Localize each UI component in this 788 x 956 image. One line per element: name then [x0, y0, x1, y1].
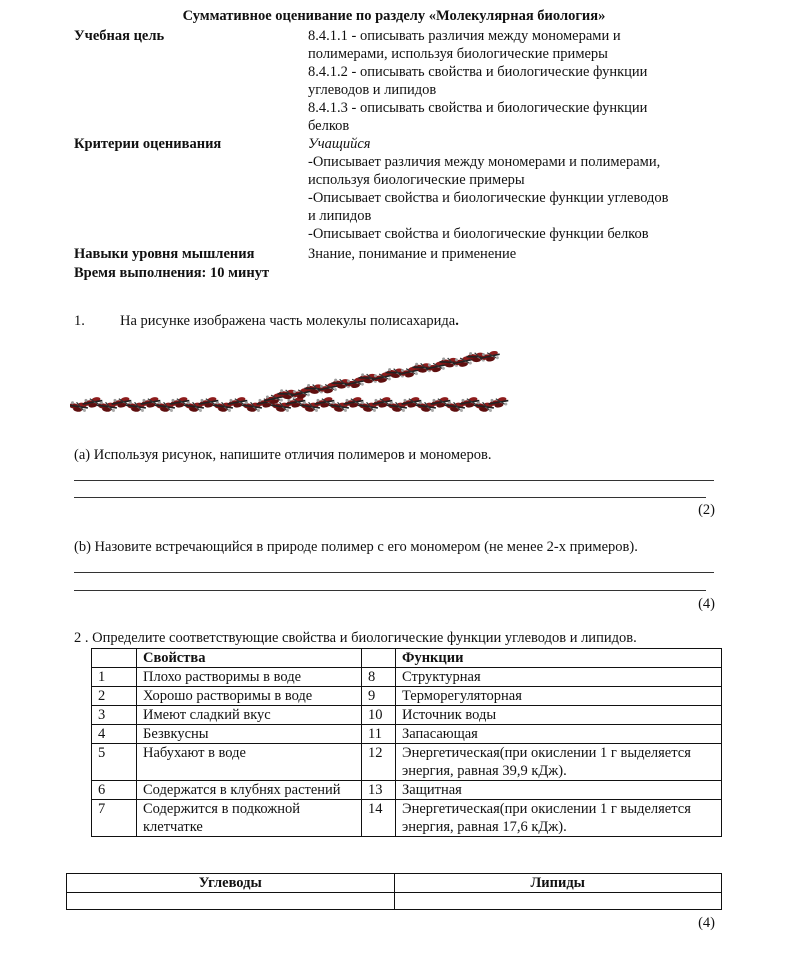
- criteria-line: -Описывает различия между мономерами и полимерами,: [308, 154, 661, 170]
- function-cell: Источник воды: [396, 706, 722, 725]
- property-cell: Содержатся в клубнях растений: [137, 781, 362, 800]
- property-cell: Плохо растворимы в воде: [137, 668, 362, 687]
- table-row: [92, 781, 722, 800]
- answer-line[interactable]: [74, 480, 714, 481]
- row-number: 4: [92, 725, 137, 744]
- function-number: 9: [362, 687, 396, 706]
- row-number: 3: [92, 706, 137, 725]
- score-label: (2): [698, 502, 715, 518]
- skills-value: Знание, понимание и применение: [308, 246, 517, 262]
- score-label: (4): [698, 596, 715, 612]
- properties-functions-table: [91, 648, 722, 837]
- answer-table: [66, 873, 722, 910]
- time-label: Время выполнения: 10 минут: [74, 265, 270, 281]
- property-cell: Безвкусны: [137, 725, 362, 744]
- lipids-answer-cell[interactable]: [394, 893, 722, 910]
- row-number: 2: [92, 687, 137, 706]
- question-1a-text: (а) Используя рисунок, напишите отличия полимеров и мономеров.: [74, 447, 492, 463]
- property-cell: Набухают в воде: [137, 744, 362, 781]
- goal-line: 8.4.1.2 - описывать свойства и биологические функции: [308, 64, 648, 80]
- goal-line: полимерами, используя биологические примеры: [308, 46, 608, 62]
- function-cell: Структурная: [396, 668, 722, 687]
- question-number: 1.: [74, 313, 85, 329]
- header-carbohydrates: Углеводы: [67, 874, 395, 893]
- criteria-label: Критерии оценивания: [74, 136, 222, 152]
- table-row: [92, 668, 722, 687]
- table-header-row: [92, 649, 722, 668]
- function-cell: Запасающая: [396, 725, 722, 744]
- property-cell: Содержится в подкожной клетчатке: [137, 800, 362, 837]
- answer-line[interactable]: [74, 572, 714, 573]
- polysaccharide-chain-image: [70, 348, 510, 420]
- page-title: Суммативное оценивание по разделу «Молекулярная биология»: [182, 8, 606, 24]
- function-number: 12: [362, 744, 396, 781]
- header-properties: Свойства: [137, 649, 362, 668]
- function-cell: Защитная: [396, 781, 722, 800]
- function-number: 8: [362, 668, 396, 687]
- function-cell: Терморегуляторная: [396, 687, 722, 706]
- criteria-values: [308, 135, 728, 243]
- criteria-intro: Учащийся: [308, 136, 371, 152]
- question-2-text: 2 . Определите соответствующие свойства и биологические функции углеводов и липидов.: [74, 630, 637, 646]
- property-cell: Имеют сладкий вкус: [137, 706, 362, 725]
- question-text-period: .: [455, 313, 459, 329]
- answer-line[interactable]: [74, 590, 706, 591]
- answer-row: [67, 893, 722, 910]
- goal-values: [308, 27, 728, 135]
- score-label: (4): [698, 915, 715, 931]
- table-row: [92, 800, 722, 837]
- row-number: 7: [92, 800, 137, 837]
- question-1b-text: (b) Назовите встречающийся в природе полимер с его мономером (не менее 2-х примеров).: [74, 539, 638, 555]
- row-number: 1: [92, 668, 137, 687]
- carbohydrates-answer-cell[interactable]: [67, 893, 395, 910]
- row-number: 6: [92, 781, 137, 800]
- criteria-line: -Описывает свойства и биологические функции углеводов: [308, 190, 669, 206]
- function-cell: Энергетическая(при окислении 1 г выделяется энергия, равная 17,6 кДж).: [396, 800, 722, 837]
- function-number: 13: [362, 781, 396, 800]
- function-number: 14: [362, 800, 396, 837]
- table-row: [92, 744, 722, 781]
- glucose-unit: [479, 350, 501, 364]
- question-text: [120, 312, 459, 330]
- goal-line: 8.4.1.3 - описывать свойства и биологические функции: [308, 100, 648, 116]
- answer-line[interactable]: [74, 497, 706, 498]
- goal-line: 8.4.1.1 - описывать различия между мономерами и: [308, 28, 621, 44]
- header-cell: [92, 649, 137, 668]
- goal-label: Учебная цель: [74, 28, 165, 44]
- skills-label: Навыки уровня мышления: [74, 246, 255, 262]
- question-text-body: На рисунке изображена часть молекулы полисахарида: [120, 313, 456, 329]
- function-number: 11: [362, 725, 396, 744]
- upper-chain: [263, 350, 501, 406]
- property-cell: Хорошо растворимы в воде: [137, 687, 362, 706]
- header-cell: [362, 649, 396, 668]
- table-row: [92, 687, 722, 706]
- answer-header-row: [67, 874, 722, 893]
- goal-line: белков: [308, 118, 350, 134]
- criteria-line: используя биологические примеры: [308, 172, 525, 188]
- function-cell: Энергетическая(при окислении 1 г выделяется энергия, равная 39,9 кДж).: [396, 744, 722, 781]
- header-lipids: Липиды: [394, 874, 722, 893]
- criteria-line: -Описывает свойства и биологические функции белков: [308, 226, 649, 242]
- table-row: [92, 725, 722, 744]
- header-functions: Функции: [396, 649, 722, 668]
- row-number: 5: [92, 744, 137, 781]
- function-number: 10: [362, 706, 396, 725]
- goal-line: углеводов и липидов: [308, 82, 437, 98]
- table-row: [92, 706, 722, 725]
- criteria-line: и липидов: [308, 208, 372, 224]
